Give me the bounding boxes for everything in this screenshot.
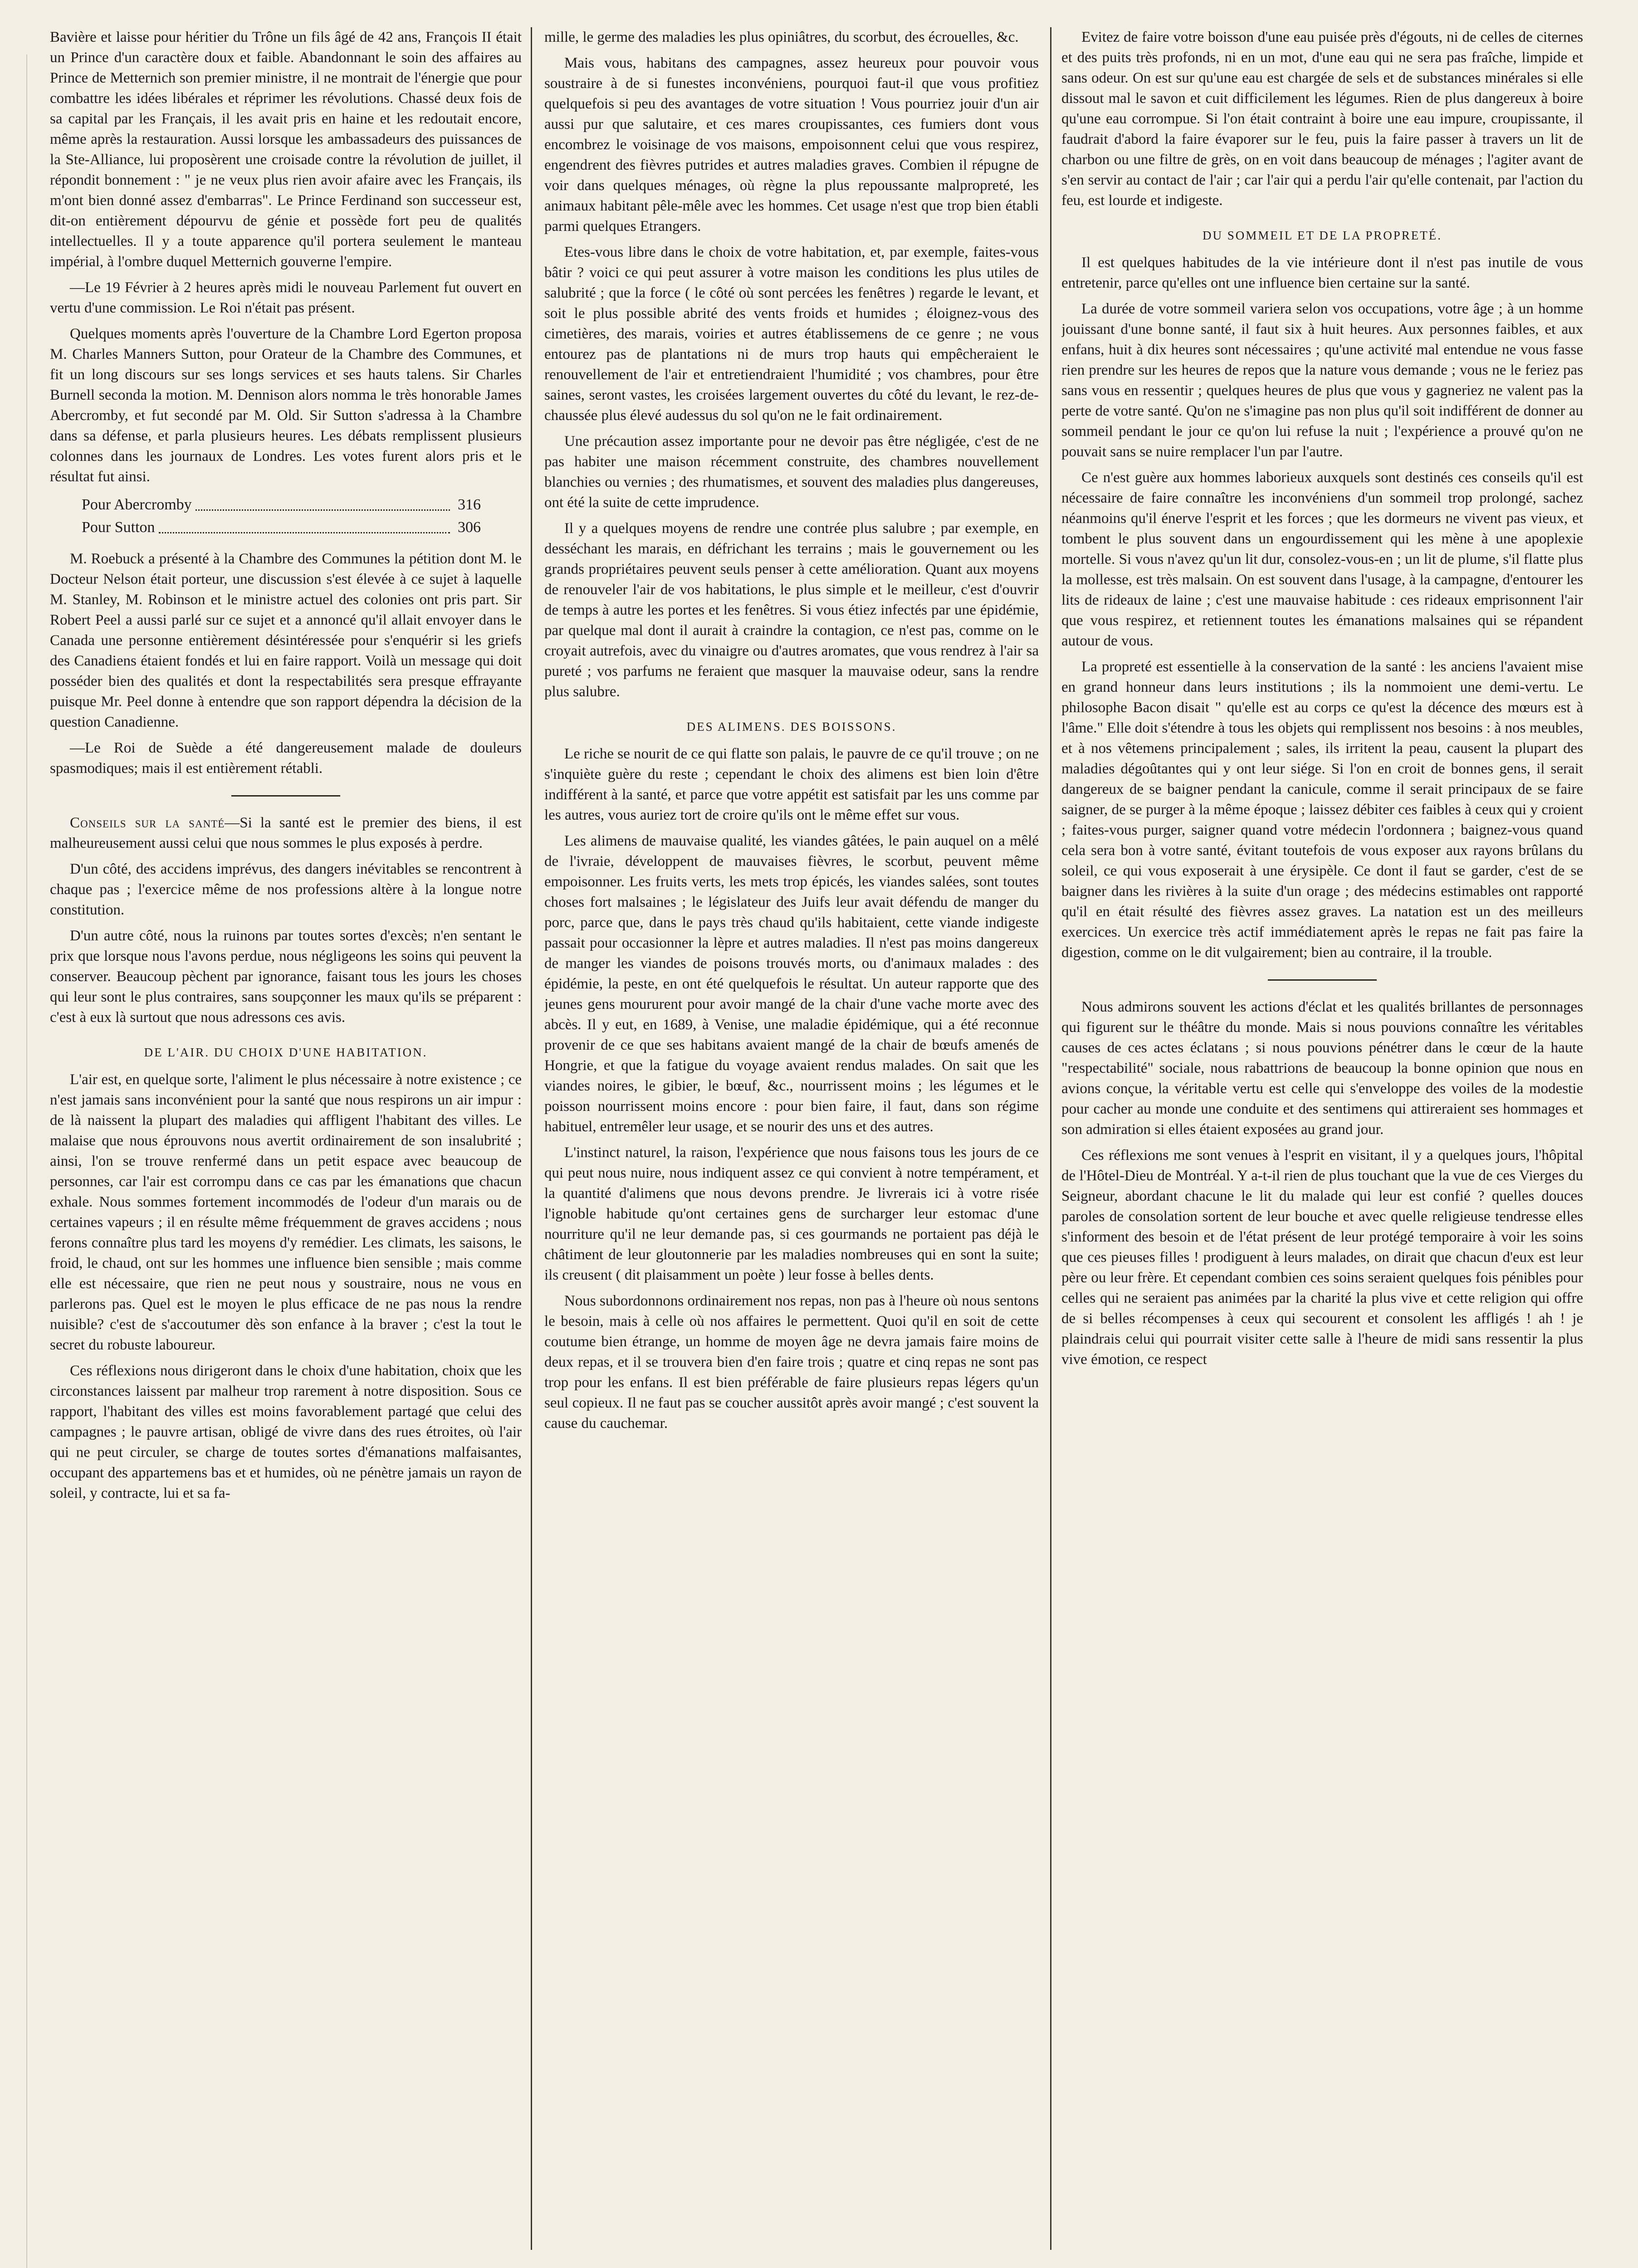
vote-row [82, 494, 481, 516]
article-paragraph: Ces réflexions me sont venues à l'esprit en visitant, il y a quelques jours, l'hôpital de l'Hôtel-Dieu de Montréal. Y a-t-il rien de plus touchant que la vue de ces Vierges du Seigneur, abordant chacune le lit du malade qui leur est confié ? quelles douces paroles de consolation sortent de leur bouche et avec quelle religieuse tendresse elles s'informent des besoin et de l'état présent de leur protégé temporaire à voir les soins que ces pieuses filles ! prodiguent à leurs malades, on dirait que chacun d'eux est leur père ou leur frère. Et cependant combien ces soins seraient quelques fois pénibles pour celles qui ne seraient pas animées par la charité la plus vive et cette religion qui offre de si belles récompenses à ceux qui secourent et consolent les affligés ! ah ! je plaindrais celui qui pourrait visiter cette salle à l'heure de midi sans ressentir la plus vive émotion, ce respect [1061, 1147, 1583, 1368]
article-paragraph: Ce n'est guère aux hommes laborieux auxquels sont destinés ces conseils qu'il est nécessaire de faire connaître les inconvéniens d'un sommeil trop prolongé, sachez néanmoins qu'il énerve l'esprit et les forces ; que les dormeurs ne vivent pas vieux, et tombent le plus souvent dans un engourdissement qui les mène à une apoplexie mortelle. Si vous n'avez qu'un lit dur, consolez-vous-en ; un lit de plume, s'il flatte plus la mollesse, est très malsain. On est souvent dans l'usage, à la campagne, d'entourer les lits de rideaux de laine ; c'est une mauvaise habitude : ces rideaux emprisonnent l'air que vous respirez, et retiennent toutes les émanations malsaines qui se répandent autour de vous. [1061, 469, 1583, 649]
page-margin [8, 54, 27, 2268]
vote-count: 316 [458, 496, 481, 513]
article-paragraph: La durée de votre sommeil variera selon vos occupations, votre âge ; à un homme jouissant d'une bonne santé, il faut six à huit heures. Aux personnes faibles, et aux enfans, huit à dix heures sont nécessaires ; qu'une activité mal entendue ne vous fasse rien prendre sur les heures de repos que la nature vous demande ; vous ne le feriez pas sans vous en ressentir ; quelques heures de plus que vous y gagneriez ne valent pas la perte de votre santé. Qu'on ne s'imagine pas non plus qu'il soit indifférent de donner au sommeil pendant le jour ce qu'on lui refuse la nuit ; l'expérience a prouvé qu'on ne pouvait sans se nuire remplacer l'un par l'autre. [1061, 301, 1583, 460]
article-paragraph: Le riche se nourit de ce qui flatte son palais, le pauvre de ce qu'il trouve ; on ne s'inquiète guère du reste ; cependant le choix des alimens est bien loin d'être indifférent à la santé, et parce que votre appétit est satisfait par les uns comme par les autres, vous auriez tort de croire qu'ils ont le même effet sur vous. [544, 746, 1039, 823]
section-heading: DE L'AIR. DU CHOIX D'UNE HABITATION. [144, 1046, 428, 1059]
vote-candidate: Pour Sutton [82, 519, 155, 536]
vote-results [82, 494, 481, 539]
article-paragraph: Une précaution assez importante pour ne devoir pas être négligée, c'est de ne pas habiter une maison récemment construite, des chambres nouvellement blanchies ou vernies ; des rhumatismes, et souvent des maladies plus dangereuses, ont été la suite de cette imprudence. [544, 433, 1039, 511]
article-paragraph: Les alimens de mauvaise qualité, les viandes gâtées, le pain auquel on a mêlé de l'ivraie, développent de mauvaises fièvres, le scorbut, peuvent même empoisonner. Les fruits verts, les mets trop épicés, les viandes salées, sont toutes choses fort malsaines ; le législateur des Juifs leur avait défendu de manger du porc, parce que, dans le pays très chaud qu'ils habitaient, cette viande indigeste passait pour occasionner la lèpre et autres maladies. Il n'est pas moins dangereux de manger les viandes de poisons trouvés morts, ou d'animaux malades : des épidémie, la peste, en ont été quelquefois le résultat. Un auteur rapporte que des jeunes gens moururent pour avoir mangé de la chair d'une vache morte avec des abcès. Il y eut, en 1689, à Venise, une maladie épidémique, qui a été reconnue provenir de ce que ses habitans avaient mangé de la chair de bœufs amenés de Hongrie, et que la fatigue du voyage avaient rendus malades. On sait que les viandes noires, le gibier, le bœuf, &c., nourrissent moins ; les légumes et le poisson nourrissent moins encore : pour bien faire, il faut, dans son régime habituel, entremêler leur usage, et se nourir des uns et des autres. [544, 833, 1039, 1135]
article-paragraph: Etes-vous libre dans le choix de votre habitation, et, par exemple, faites-vous bâtir ? voici ce qui peut assurer à votre maison les conditions les plus utiles de salubrité ; que la force ( le côté où sont percées les fenêtres ) regarde le levant, et soit le plus possible abrité des vents froids et humides ; éloignez-vous des cimetières, des marais, voiries et autres établissemens de ce genre ; ne vous entourez pas de plantations ni de murs trop hauts qui empêcheraient le renouvellement de l'air et entretiendraient l'humidité ; vos chambres, pour être saines, seront vastes, les croisées largement ouvertes du côté du levant, le rez-de-chaussée plus élevé audessus du sol qu'on ne le fait ordinairement. [544, 244, 1039, 424]
leader-dots [159, 516, 450, 533]
article-paragraph: D'un autre côté, nous la ruinons par toutes sortes d'excès; n'en sentant le prix que lorsque nous l'avons perdue, nous négligeons les soins qui peuvent la conserver. Beaucoup pèchent par ignorance, faisant tous les jours les choses qui leur sont le plus contraires, sans soupçonner les maux qu'ils se préparent : c'est à eux là surtout que nous adressons ces avis. [50, 928, 522, 1026]
vote-row [82, 516, 481, 539]
article-paragraph: —Le 19 Février à 2 heures après midi le nouveau Parlement fut ouvert en vertu d'une commission. Le Roi n'était pas présent. [50, 279, 522, 316]
vote-candidate: Pour Abercromby [82, 496, 192, 513]
article-paragraph: M. Roebuck a présenté à la Chambre des Communes la pétition dont M. le Docteur Nelson était porteur, une discussion s'est élevée à ce sujet à laquelle M. Stanley, M. Robinson et le ministre actuel des colonies ont pris part. Sir Robert Peel a aussi parlé sur ce sujet et a annoncé qu'il allait envoyer dans le Canada une personne entièrement désintéressée pour s'enquérir si les griefs des Canadiens étaient fondés et lui en faire rapport. Voilà un message qui doit posséder bien des qualités et dont la respectabilités sera presque effrayante puisque Mr. Peel donne à entendre que son rapport dépendra la décision de la question Canadienne. [50, 551, 522, 730]
article-paragraph: Ces réflexions nous dirigeront dans le choix d'une habitation, choix que les circonstances laissent par malheur trop rarement à notre disposition. Sous ce rapport, l'habitant des villes est moins favorablement partagé que celui des campagnes ; le pauvre artisan, obligé de vivre dans des rues étroites, où l'air qui ne peut circuler, se charge de toutes sortes d'émanations malfaisantes, occupant des appartemens bas et et humides, où ne pénètre jamais un rayon de soleil, y contracte, lui et sa fa- [50, 1363, 522, 1501]
section-heading: DU SOMMEIL ET DE LA PROPRETÉ. [1202, 229, 1442, 242]
article-paragraph: Nous subordonnons ordinairement nos repas, non pas à l'heure où nous sentons le besoin, mais à celle où nos affaires le permettent. Quoi qu'il en soit de cette coutume bien étrange, un homme de moyen âge ne devra jamais faire moins de deux repas, et il se trouvera bien d'en faire trois ; quatre et cinq repas ne sont pas trop pour les enfans. Il est bien préférable de faire plusieurs repas légers qu'un seul copieux. Il ne faut pas se coucher aussitôt après avoir mangé ; c'est souvent la cause du cauchemar. [544, 1293, 1039, 1432]
column-rule [531, 27, 532, 2250]
column-3 [1061, 27, 1583, 2268]
leader-dots [196, 494, 450, 511]
section-lead: —Si la santé est le premier des biens, il est malheureusement aussi celui que nous sommes le plus exposés à perdre. [50, 815, 522, 851]
section-heading: DES ALIMENS. DES BOISSONS. [686, 720, 897, 733]
section-title: Conseils sur la santé [70, 815, 225, 831]
article-paragraph: L'air est, en quelque sorte, l'aliment le plus nécessaire à notre existence ; ce n'est jamais sans inconvénient pour la santé que nous respirons un air impur : de là naissent la plupart des maladies qui affligent l'habitant des villes. Le malaise que nous éprouvons nous avertit ordinairement de son insalubrité ; ainsi, l'on se trouve renfermé dans un petit espace avec beaucoup de personnes, car l'air est corrompu dans ce cas par les émanations que chacun exhale. Nous sommes fortement incommodés de l'odeur d'un marais ou de certaines vapeurs ; il en résulte même fréquemment de graves accidens ; nous ferons connaître plus tard les moyens d'y remédier. Les climats, les saisons, le froid, le chaud, ont sur les hommes une influence bien sensible ; mais comme elle est nécessaire, que rien ne peut nous y soustraire, nous ne vous en parlerons pas. Quel est le moyen le plus efficace de ne pas nous la rendre nuisible? c'est de s'accoutumer dès son enfance à la braver ; c'est la tout le secret du robuste laboureur. [50, 1071, 522, 1353]
article-paragraph: Bavière et laisse pour héritier du Trône un fils âgé de 42 ans, François II était un Prince d'un caractère doux et faible. Abandonnant le soin des affaires au Prince de Metternich son premier ministre, il ne montrait de l'énergie que pour combattre les idées libérales et réprimer les révolutions. Chassé deux fois de sa capital par les Français, il les avait pris en haine et les redoutait encore, même après la restauration. Aussi lorsque les ambassadeurs des puissances de la Ste-Alliance, lui proposèrent une croisade contre la révolution de juillet, il répondit bonnement : " je ne veux plus rien avoir afaire avec les Français, ils m'ont bien donné assez d'embarras". Le Prince Ferdinand son successeur est, dit-on entièrement dépourvu de génie et possède fort peu de qualités intellectuelles. Il y a toute apparence qu'il portera seulement le manteau impérial, à l'ombre duquel Metternich gouverne l'empire. [50, 29, 522, 270]
article-paragraph: Nous admirons souvent les actions d'éclat et les qualités brillantes de personnages qui figurent sur le théâtre du monde. Mais si nous pouvions connaître les véritables causes de ces actes éclatans ; si nous pouvions pénétrer dans le cœur de la haute "respectabilité" sociale, nous rabattrions de beaucoup la bonne opinion que nous en avions conçue, la véritable vertu est celle qui s'enveloppe des voiles de la modestie pour cacher au monde une conduite et des sentimens qui attireraient ses hommages et son admiration si elles étaient exposées au grand jour. [1061, 999, 1583, 1138]
article-paragraph: Mais vous, habitans des campagnes, assez heureux pour pouvoir vous soustraire à de si funestes inconvéniens, pourquoi faut-il que vous profitiez quelquefois si peu des avantages de votre situation ! Vous pourriez jouir d'un air aussi pur que salutaire, et ces mares croupissantes, ces fumiers dont vous encombrez le voisinage de vos maisons, empoisonnent celui que vous respirez, engendrent des fièvres putrides et autres maladies graves. Combien il répugne de voir dans quelques ménages, où règne la plus repoussante malpropreté, les animaux habitant pêle-mêle avec les hommes. Cet usage n'est que trop bien établi parmi quelques Etrangers. [544, 55, 1039, 235]
article-paragraph: L'instinct naturel, la raison, l'expérience que nous faisons tous les jours de ce qui peut nous nuire, nous indiquent assez ce qui convient à notre tempérament, et la quantité d'alimens que nous devons prendre. Je livrerais ici à votre risée l'ignoble habitude qu'ont certaines gens de surcharger leur estomac d'une nourriture qu'il ne leur demande pas, si ces gourmands ne portaient pas déjà le châtiment de leur gloutonnerie par les maladies nombreuses qui en sont la suite; ils creusent ( dit plaisamment un poète ) leur fosse à belles dents. [544, 1144, 1039, 1283]
article-paragraph: D'un côté, des accidens imprévus, des dangers inévitables se rencontrent à chaque pas ; l'exercice même de nos professions altère à la longue notre constitution. [50, 861, 522, 918]
article-paragraph [50, 813, 522, 854]
column-1 [50, 27, 522, 2268]
vote-count: 306 [458, 519, 481, 536]
article-paragraph: Evitez de faire votre boisson d'une eau puisée près d'égouts, ni de celles de citernes et des puits très profonds, ni en un mot, d'une eau qui ne sera pas fraîche, limpide et sans odeur. On est sur qu'une eau est chargée de sels et de substances minérales si elle dissout mal le savon et cuit difficilement les légumes. Rien de plus dangereux à boire qu'une eau corrompue. Si l'on était contraint à boire une eau impure, croupissante, il faudrait d'abord la faire évaporer sur le feu, puis la faire passer à travers un lit de charbon ou une filtre de grès, on en voit dans beaucoup de ménages ; l'agiter avant de s'en servir au contact de l'air ; car l'air qui a perdu l'air qu'elle contenait, par l'action du feu, est lourde et indigeste. [1061, 29, 1583, 209]
article-paragraph: mille, le germe des maladies les plus opiniâtres, du scorbut, des écrouelles, &c. [544, 29, 1019, 45]
article-paragraph: —Le Roi de Suède a été dangereusement malade de douleurs spasmodiques; mais il est entièrement rétabli. [50, 740, 522, 777]
column-rule [1050, 27, 1051, 2250]
article-paragraph: Quelques moments après l'ouverture de la Chambre Lord Egerton proposa M. Charles Manners Sutton, pour Orateur de la Chambre des Communes, et fit un long discours sur ses longs services et ses hauts talens. Sir Charles Burnell seconda la motion. M. Dennison alors nomma le très honorable James Abercromby, et fut secondé par M. Old. Sir Sutton s'adressa à la Chambre dans sa défense, et parla plusieurs heures. Les débats remplissent plusieurs colonnes dans les journaux de Londres. Les votes furent alors pris et le résultat fut ainsi. [50, 326, 522, 485]
column-2 [544, 27, 1039, 2268]
article-paragraph: Il y a quelques moyens de rendre une contrée plus salubre ; par exemple, en desséchant les marais, en défrichant les terrains ; mais le gouvernement ou les grands propriétaires peuvent seuls penser à cette amélioration. Quant aux moyens de renouveler l'air de vos habitations, le plus simple et le meilleur, c'est d'ouvrir de temps à autre les portes et les fenêtres. Si vous étiez infectés par une épidémie, par quelque mal dont il aurait à craindre la contagion, ce n'est pas, comme on le croyait autrefois, avec du vinaigre ou d'autres aromates, que vous rendrez à l'air sa pureté ; vos parfums ne feraient que masquer la mauvaise odeur, sans la rendre plus salubre. [544, 520, 1039, 700]
article-paragraph: Il est quelques habitudes de la vie intérieure dont il n'est pas inutile de vous entretenir, parce qu'elles ont une influence bien certaine sur la santé. [1061, 254, 1583, 291]
section-divider [231, 795, 340, 797]
section-divider [1268, 979, 1377, 981]
article-paragraph: La propreté est essentielle à la conservation de la santé : les anciens l'avaient mise en grand honneur dans leurs institutions ; ils la nommoient une demi-vertu. Le philosophe Bacon disait " qu'elle est au corps ce qu'est la décence des mœurs est à l'âme." Elle doit s'étendre à tous les objets qui remplissent nos besoins : à nos meubles, et à nos vêtemens principalement ; sales, ils irritent la peau, causent la plupart des maladies dégoûtantes qui y ont leur siége. Si l'on en croit de bonnes gens, il serait dangereux de se baigner pendant la canicule, comme il serait principaux de se faire saigner, de se purger à la même époque ; laissez débiter ces faibles à ceux qui y croient ; faites-vous purger, saigner quand votre médecin l'ordonnera ; baignez-vous quand cela sera bon à votre santé, évitant toutefois de vous exposer aux rayons brûlans du soleil, ce qui vous exposerait à une érysipèle. Ce dont il faut se garder, c'est de se baigner dans les rivières à la suite d'un orage ; des médecins estimables ont rapporté qu'il en était résulté des fièvres assez graves. La natation est un des meilleurs exercices. Un exercice très actif immédiatement après le repas ne fait pas faire la digestion, comme on le dit vulgairement; bien au contraire, il la trouble. [1061, 659, 1583, 961]
